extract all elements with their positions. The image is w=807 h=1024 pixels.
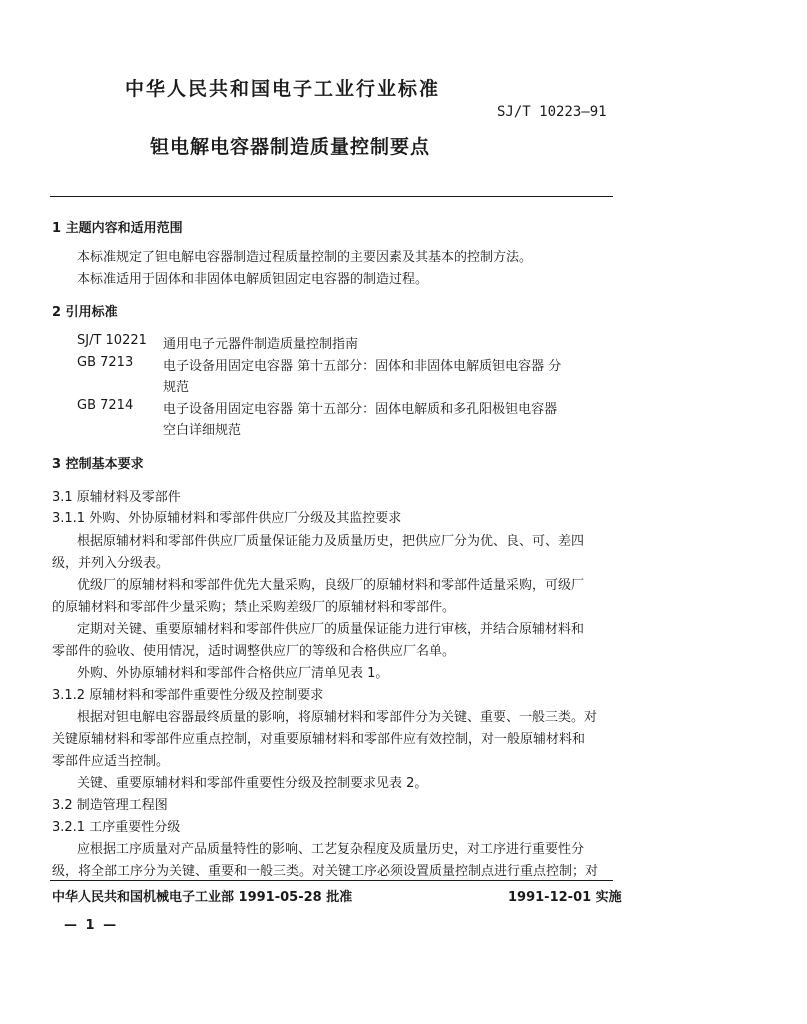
- paragraph: 关键原辅材料和零部件应重点控制，对重要原辅材料和零部件应有效控制，对一般原辅材料和: [52, 732, 586, 747]
- standard-code: SJ/T 10223—91: [497, 104, 607, 120]
- section-3-heading: 3 控制基本要求: [52, 457, 144, 472]
- standard-category-title: 中华人民共和国电子工业行业标准: [125, 78, 441, 100]
- section-2-heading: 2 引用标准: [52, 305, 118, 320]
- subsection-3-1-1-heading: 3.1.1 外购、外协原辅材料和零部件供应厂分级及其监控要求: [52, 511, 402, 526]
- subsection-3-2-1-heading: 3.2.1 工序重要性分级: [52, 820, 181, 835]
- paragraph: 级，将全部工序分为关键、重要和一般三类。对关键工序必须设置质量控制点进行重点控制；对: [52, 864, 599, 879]
- paragraph: 外购、外协原辅材料和零部件合格供应厂清单见表 1。: [77, 666, 389, 681]
- effective-date: 1991-12-01 实施: [508, 890, 622, 905]
- header-rule: [50, 196, 613, 197]
- reference-code: SJ/T 10221: [77, 333, 147, 348]
- approval-statement: 中华人民共和国机械电子工业部 1991-05-28 批准: [52, 890, 353, 905]
- section-1-heading: 1 主题内容和适用范围: [52, 221, 183, 236]
- reference-code: GB 7214: [77, 398, 134, 413]
- subsection-3-1-2-heading: 3.1.2 原辅材料和零部件重要性分级及控制要求: [52, 688, 324, 703]
- reference-title: 电子设备用固定电容器 第十五部分：固体和非固体电解质钽电容器 分: [163, 359, 562, 374]
- paragraph: 根据原辅材料和零部件供应厂质量保证能力及质量历史，把供应厂分为优、良、可、差四: [77, 534, 585, 549]
- paragraph: 的原辅材料和零部件少量采购；禁止采购差级厂的原辅材料和零部件。: [52, 600, 456, 615]
- reference-title-continued: 规范: [163, 380, 190, 395]
- subsection-3-2-heading: 3.2 制造管理工程图: [52, 798, 168, 813]
- paragraph: 定期对关键、重要原辅材料和零部件供应厂的质量保证能力进行审核，并结合原辅材料和: [77, 622, 585, 637]
- document-title: 钽电解电容器制造质量控制要点: [150, 136, 431, 158]
- paragraph: 零部件的验收、使用情况，适时调整供应厂的等级和合格供应厂名单。: [52, 644, 456, 659]
- footer-rule: [50, 880, 613, 881]
- reference-title: 电子设备用固定电容器 第十五部分：固体电解质和多孔阳极钽电容器: [163, 402, 558, 417]
- reference-title-continued: 空白详细规范: [163, 423, 242, 438]
- section-1-paragraph: 本标准适用于固体和非固体电解质钽固定电容器的制造过程。: [77, 272, 429, 287]
- page-number: — 1 —: [64, 918, 119, 933]
- paragraph: 级，并列入分级表。: [52, 556, 170, 571]
- paragraph: 根据对钽电解电容器最终质量的影响，将原辅材料和零部件分为关键、重要、一般三类。对: [77, 710, 598, 725]
- reference-code: GB 7213: [77, 355, 134, 370]
- reference-title: 通用电子元器件制造质量控制指南: [163, 337, 359, 352]
- paragraph: 关键、重要原辅材料和零部件重要性分级及控制要求见表 2。: [77, 776, 428, 791]
- section-1-paragraph: 本标准规定了钽电解电容器制造过程质量控制的主要因素及其基本的控制方法。: [77, 250, 533, 265]
- paragraph: 零部件应适当控制。: [52, 754, 170, 769]
- paragraph: 优级厂的原辅材料和零部件优先大量采购，良级厂的原辅材料和零部件适量采购，可级厂: [77, 578, 585, 593]
- subsection-3-1-heading: 3.1 原辅材料及零部件: [52, 490, 181, 505]
- paragraph: 应根据工序质量对产品质量特性的影响、工艺复杂程度及质量历史，对工序进行重要性分: [77, 842, 585, 857]
